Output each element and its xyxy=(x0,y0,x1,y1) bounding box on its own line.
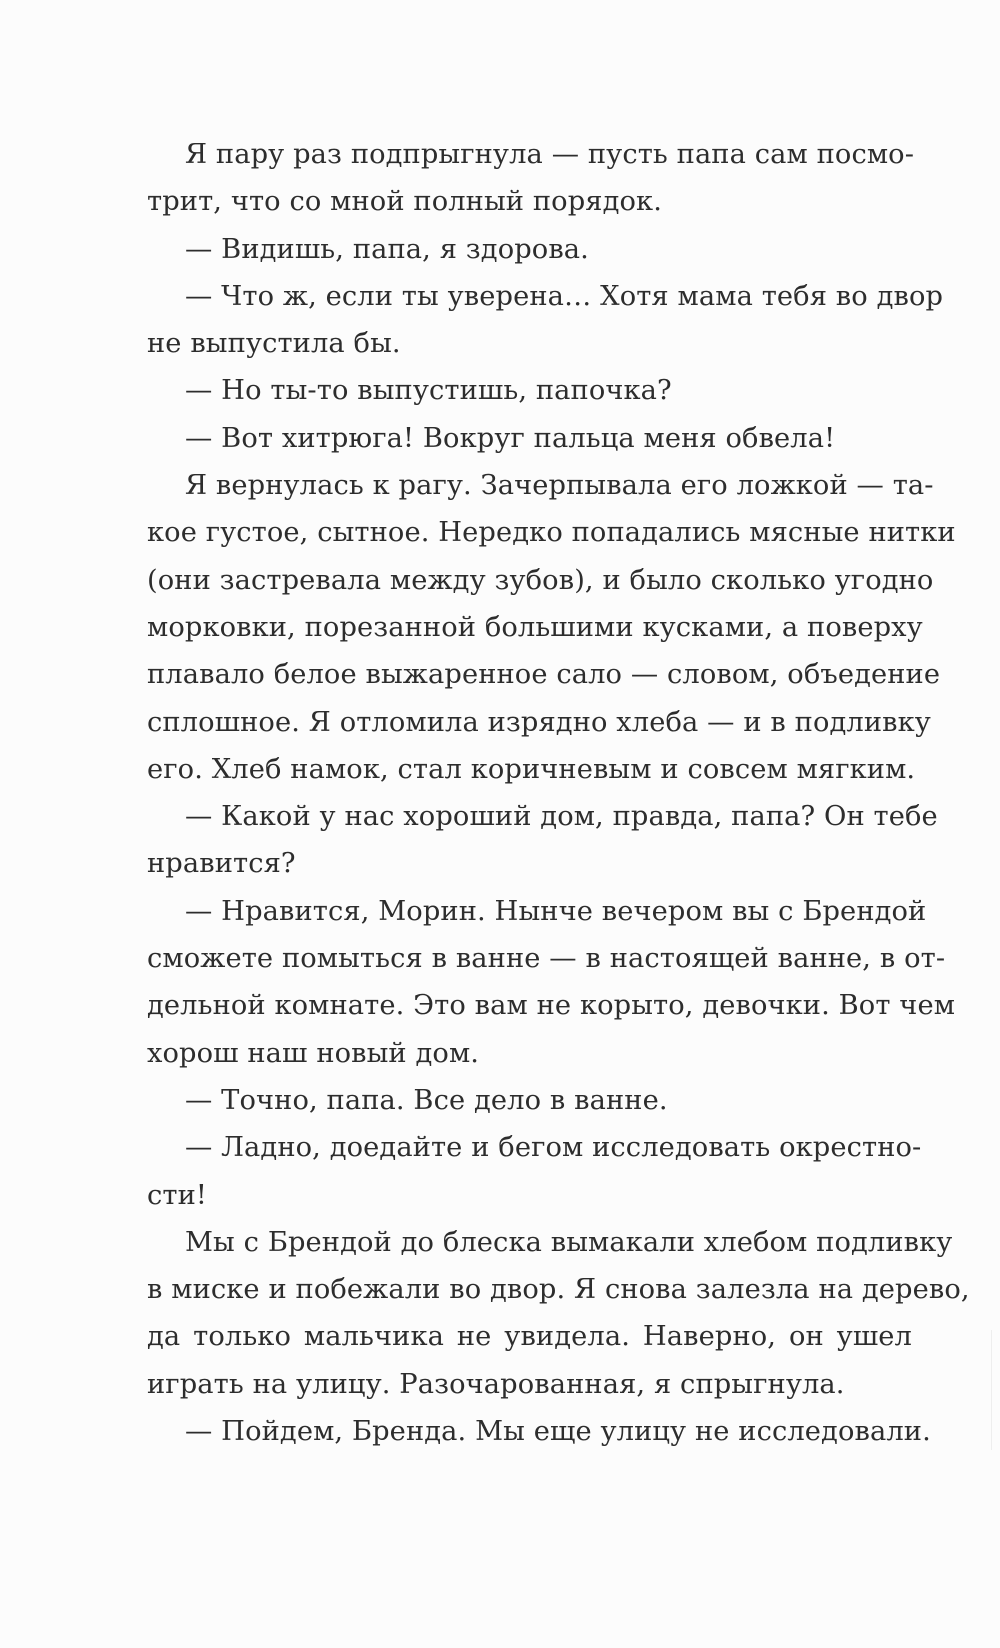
text-line: нравится? xyxy=(147,848,296,880)
text-line: Мы с Брендой до блеска вымакали хлебом подливку xyxy=(185,1226,953,1258)
text-line: играть на улицу. Разочарованная, я спрыгнула. xyxy=(147,1368,845,1400)
text-line: — Что ж, если ты уверена… Хотя мама тебя во двор xyxy=(185,280,944,312)
page-text xyxy=(147,131,970,1455)
text-line: Я пару раз подпрыгнула — пусть папа сам посмо- xyxy=(185,139,915,170)
text-line: хорош наш новый дом. xyxy=(147,1037,480,1069)
text-line: (они застревала между зубов), и было сколько угодно xyxy=(147,564,934,596)
text-line: — Ладно, доедайте и бегом исследовать окрестно- xyxy=(185,1132,922,1164)
text-line: да только мальчика не увидела. Наверно, он ушел xyxy=(147,1321,912,1353)
page-edge-mark xyxy=(991,1330,992,1450)
text-line: плавало белое выжаренное сало — словом, объедение xyxy=(147,659,941,691)
text-line: сможете помыться в ванне — в настоящей ванне, в от- xyxy=(147,943,946,975)
text-line: в миске и побежали во двор. Я снова залезла на дерево, xyxy=(147,1274,970,1306)
text-line: — Пойдем, Бренда. Мы еще улицу не исследовали. xyxy=(185,1416,931,1448)
text-line: его. Хлеб намок, стал коричневым и совсем мягким. xyxy=(147,753,916,785)
text-line: Я вернулась к рагу. Зачерпывала его ложкой — та- xyxy=(185,470,934,502)
text-line: трит, что со мной полный порядок. xyxy=(147,186,662,218)
text-line: сплошное. Я отломила изрядно хлеба — и в подливку xyxy=(147,706,931,738)
text-line: морковки, порезанной большими кусками, а поверху xyxy=(147,611,923,643)
text-line: сти! xyxy=(147,1179,207,1211)
text-line: — Вот хитрюга! Вокруг пальца меня обвела! xyxy=(185,422,836,454)
text-line: кое густое, сытное. Нередко попадались мясные нитки xyxy=(147,517,956,549)
text-line: дельной комнате. Это вам не корыто, девочки. Вот чем xyxy=(147,990,956,1022)
text-line: — Точно, папа. Все дело в ванне. xyxy=(185,1084,668,1116)
text-line: не выпустила бы. xyxy=(147,328,401,360)
text-line: — Нравится, Морин. Нынче вечером вы с Брендой xyxy=(185,895,927,927)
text-line: — Видишь, папа, я здорова. xyxy=(185,233,589,265)
text-line: — Какой у нас хороший дом, правда, папа? Он тебе xyxy=(185,801,938,833)
text-line: — Но ты-то выпустишь, папочка? xyxy=(185,375,672,407)
